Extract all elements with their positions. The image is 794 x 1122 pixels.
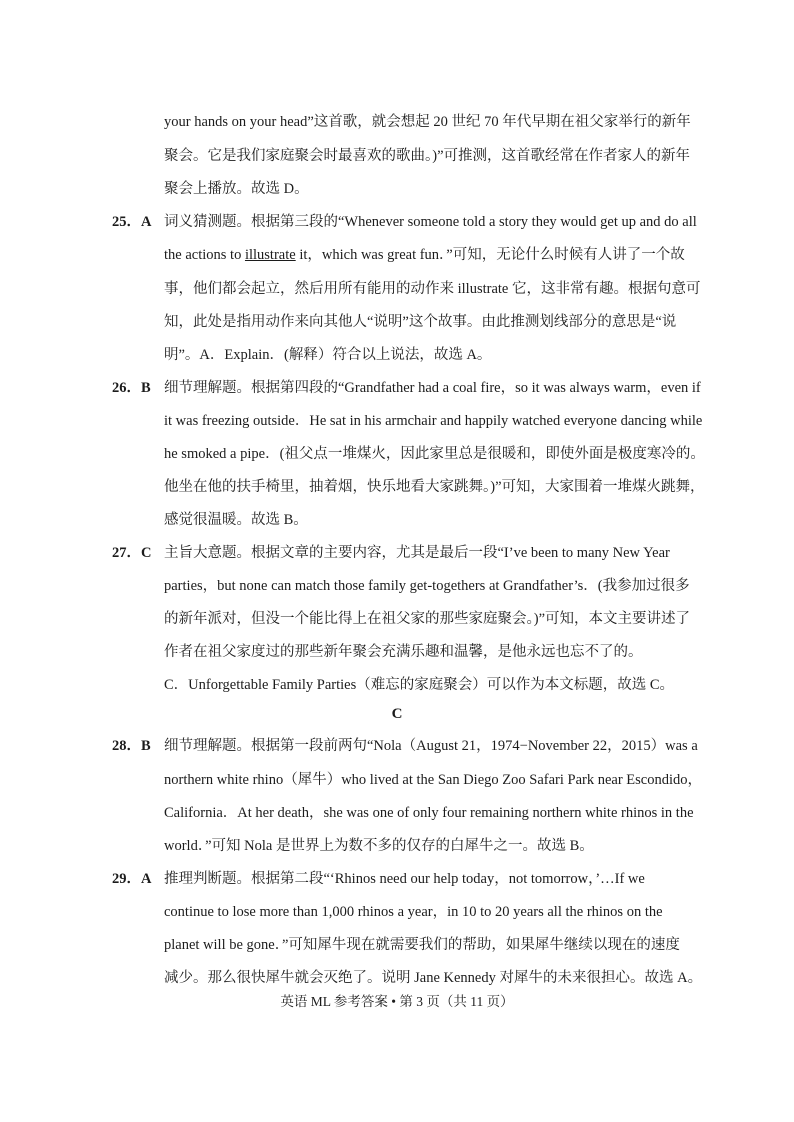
question-number: 26．B <box>112 380 151 396</box>
answer-text-line: 词义猜测题。根据第三段的“Whenever someone told a story they would get up and do all <box>164 214 697 230</box>
answer-text-line: 细节理解题。根据第一段前两句“Nola（August 21，1974−November 22，2015）was a <box>164 738 698 754</box>
answer-text-line: 的新年派对，但没一个能比得上在祖父家的那些家庭聚会。)”可知，本文主要讲述了 <box>164 611 691 627</box>
answer-text-line: 作者在祖父家度过的那些新年聚会充满乐趣和温馨，是他永远也忘不了的。 <box>164 644 643 660</box>
answer-text-line: world．”可知 Nola 是世界上为数不多的仅存的白犀牛之一。故选 B。 <box>164 838 594 854</box>
answer-text-line: 明”。A．Explain．(解释）符合以上说法，故选 A。 <box>164 347 492 363</box>
answer-text-line <box>164 245 685 265</box>
answer-text-line: he smoked a pipe．(祖父点一堆煤火，因此家里总是很暖和，即使外面是极度寒冷的。 <box>164 446 705 462</box>
answer-text-line: California．At her death，she was one of only four remaining northern white rhinos in the <box>164 805 694 821</box>
answer-text-line: 聚会上播放。故选 D。 <box>164 181 309 197</box>
answer-text-line: it was freezing outside．He sat in his armchair and happily watched everyone dancing while <box>164 413 703 429</box>
answer-text-fragment: the actions to <box>164 247 245 263</box>
answer-text-line: 聚会。它是我们家庭聚会时最喜欢的歌曲。)”可推测，这首歌经常在作者家人的新年 <box>164 148 691 164</box>
answer-text-line: 事，他们都会起立，然后用所有能用的动作来 illustrate 它，这非常有趣。根据句意可 <box>164 281 701 297</box>
question-number: 27．C <box>112 545 152 561</box>
answer-text-line: continue to lose more than 1,000 rhinos a year，in 10 to 20 years all the rhinos on the <box>164 904 663 920</box>
answer-text-line: your hands on your head”这首歌，就会想起 20 世纪 70 年代早期在祖父家举行的新年 <box>164 114 691 130</box>
answer-text-line: 减少。那么很快犀牛就会灭绝了。说明 Jane Kennedy 对犀牛的未来很担心。故选 A。 <box>164 970 703 986</box>
answer-text-line: planet will be gone．”可知犀牛现在就需要我们的帮助，如果犀牛继续以现在的速度 <box>164 937 680 953</box>
answer-text-line: 主旨大意题。根据文章的主要内容，尤其是最后一段“I’ve been to many New Year <box>164 545 670 561</box>
answer-text-line: C．Unforgettable Family Parties（难忘的家庭聚会）可以作为本文标题，故选 C。 <box>164 677 675 693</box>
question-number: 25．A <box>112 214 152 230</box>
answer-text-line: 知，此处是指用动作来向其他人“说明”这个故事。由此推测划线部分的意思是“说 <box>164 314 677 330</box>
answer-text-line: northern white rhino（犀牛）who lived at the San Diego Zoo Safari Park near Escondido， <box>164 772 702 788</box>
answer-text-line: 推理判断题。根据第二段“‘Rhinos need our help today，not tomorrow，’…If we <box>164 871 645 887</box>
answer-text-line: 细节理解题。根据第四段的“Grandfather had a coal fire，so it was always warm，even if <box>164 380 701 396</box>
answer-text-line: parties，but none can match those family get-togethers at Grandfather’s．(我参加过很多 <box>164 578 690 594</box>
underlined-word: illustrate <box>244 247 296 263</box>
page-footer: 英语 ML 参考答案 • 第 3 页（共 11 页） <box>280 994 514 1009</box>
section-heading: C <box>391 706 403 722</box>
question-number: 29．A <box>112 871 152 887</box>
answer-text-line: 他坐在他的扶手椅里，抽着烟，快乐地看大家跳舞。)”可知，大家围着一堆煤火跳舞， <box>164 479 705 495</box>
question-number: 28．B <box>112 738 151 754</box>
answer-text-line: 感觉很温暖。故选 B。 <box>164 512 308 528</box>
answer-text-fragment: it，which was great fun．”可知，无论什么时候有人讲了一个故 <box>295 247 685 263</box>
